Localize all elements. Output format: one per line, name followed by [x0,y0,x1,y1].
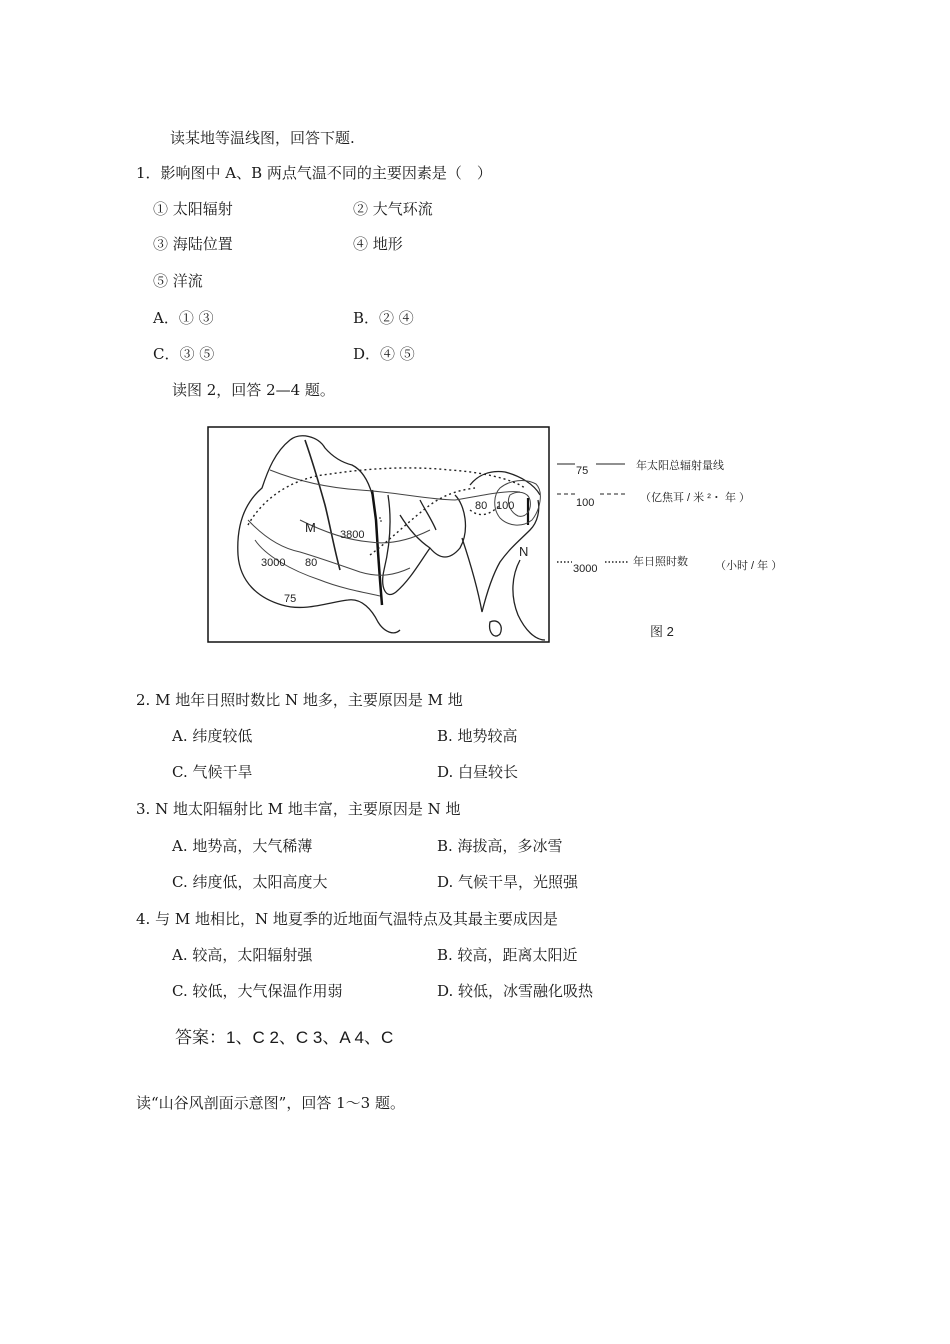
q4-option-d: D. 较低，冰雪融化吸热 [437,982,594,1000]
label-80-east: 80 [475,500,488,512]
q2-option-d: D. 白昼较长 [437,763,519,781]
label-75: 75 [284,593,297,605]
legend-75: 75 [576,465,589,477]
figure-caption: 图 2 [650,624,674,639]
label-80: 80 [305,557,318,569]
q1-item: ③ 海陆位置 [153,235,233,253]
q1-option-a: A．① ③ [153,309,214,327]
q4-option-c: C. 较低，大气保温作用弱 [172,982,343,1000]
map-frame [208,427,549,642]
label-m: M [305,520,316,535]
q1-item: ⑤ 洋流 [153,272,203,290]
q4-stem: 4. 与 M 地相比，N 地夏季的近地面气温特点及其最主要成因是 [136,910,558,928]
legend-100: 100 [576,497,595,509]
q2-stem: 2. M 地年日照时数比 N 地多，主要原因是 M 地 [136,691,463,709]
q3-option-b: B. 海拔高，多冰雪 [437,837,563,855]
label-n: N [519,544,529,559]
answer-key: 答案：1、C 2、C 3、A 4、C [175,1028,394,1047]
q1-option-d: D．④ ⑤ [353,345,415,363]
legend-100-text: （亿焦耳 / 米 ²・ 年 ） [640,492,750,504]
q3-option-d: D. 气候干旱，光照强 [437,873,579,891]
map-legend [557,458,782,575]
legend-3000-text: 年日照时数 [633,556,688,568]
q1-option-b: B．② ④ [353,309,414,327]
label-3800: 3800 [340,529,365,541]
intro-valley-wind: 读“山谷风剖面示意图”，回答 1～3 题。 [136,1094,405,1112]
q1-item: ④ 地形 [353,235,403,253]
q2-option-c: C. 气候干旱 [172,763,253,781]
intro-isotherm: 读某地等温线图，回答下题. [170,129,355,147]
legend-75-text: 年太阳总辐射量线 [636,460,724,472]
solar-radiation-map [0,0,950,660]
q4-option-b: B. 较高，距离太阳近 [437,946,578,964]
label-100: 100 [496,500,515,512]
q1-item: ① 太阳辐射 [153,200,233,218]
q2-option-a: A. 纬度较低 [172,727,253,745]
q1-option-c: C．③ ⑤ [153,345,215,363]
q3-stem: 3. N 地太阳辐射比 M 地丰富，主要原因是 N 地 [136,800,461,818]
q1-item: ② 大气环流 [353,200,433,218]
legend-3000: 3000 [573,563,598,575]
q1-stem: 1．影响图中 A、B 两点气温不同的主要因素是（ ） [136,164,492,182]
q3-option-a: A. 地势高，大气稀薄 [172,837,313,855]
q3-option-c: C. 纬度低，太阳高度大 [172,873,328,891]
q4-option-a: A. 较高，太阳辐射强 [172,946,313,964]
label-3000: 3000 [261,557,286,569]
q2-option-b: B. 地势较高 [437,727,518,745]
intro-figure2: 读图 2，回答 2—4 题。 [172,381,335,399]
legend-3000-unit: （小时 / 年 ） [715,560,783,572]
